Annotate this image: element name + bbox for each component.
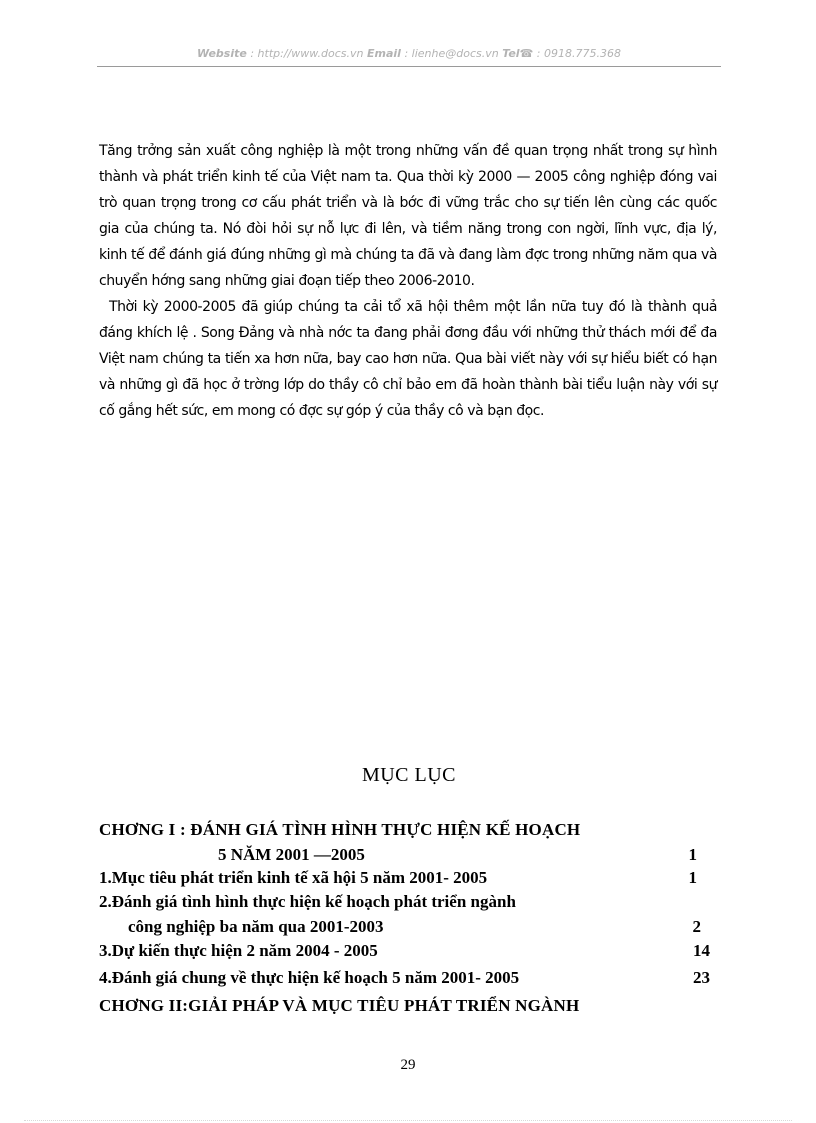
toc-item-2-title-line1: 2.Đánh giá tình hình thực hiện kế hoạch phát triển ngành (99, 892, 516, 911)
page-header (97, 47, 721, 60)
toc-item-1-title: 1.Mục tiêu phát triển kinh tế xã hội 5 năm 2001- 2005 (99, 868, 488, 887)
footer-divider (24, 1120, 792, 1121)
tel-label: Tel (502, 47, 520, 60)
toc-item-4-page: 23 (693, 968, 710, 987)
page-number: 29 (400, 1057, 416, 1073)
toc-chapter-1-title: CHƠNG I : ĐÁNH GIÁ TÌNH HÌNH THỰC HIỆN KẾ HOẠCH (99, 820, 581, 839)
telephone-icon: ☎ (519, 47, 534, 60)
toc-chapter-2-title: CHƠNG II:GIẢI PHÁP VÀ MỤC TIÊU PHÁT TRIỂN NGÀNH (99, 996, 580, 1015)
toc-chapter-1-subtitle-row (99, 843, 715, 867)
header-divider (97, 66, 721, 67)
toc-item-4-title: 4.Đánh giá chung về thực hiện kế hoạch 5 năm 2001- 2005 (99, 968, 520, 987)
toc-item-2-title-line2: công nghiệp ba năm qua 2001-2003 (128, 917, 384, 936)
toc-title: MỤC LỤC (361, 764, 457, 786)
tel-value: : 0918.775.368 (533, 47, 621, 60)
toc-item-1 (99, 866, 715, 890)
website-value: : http://www.docs.vn (246, 47, 368, 60)
toc-item-1-page: 1 (688, 868, 697, 887)
toc-chapter-1-subtitle: 5 NĂM 2001 —2005 (218, 845, 365, 864)
email-label: Email (367, 47, 401, 60)
toc-item-2-page: 2 (692, 917, 701, 936)
toc-chapter-2 (99, 994, 715, 1018)
email-value: : lienhe@docs.vn (400, 47, 503, 60)
toc-item-2-cont (99, 915, 715, 939)
website-label: Website (197, 47, 247, 60)
toc-item-3-title: 3.Dự kiến thực hiện 2 năm 2004 - 2005 (99, 941, 378, 960)
intro-paragraph-1: Tăng trởng sản xuất công nghiệp là một trong những vấn đề quan trọng nhất trong sự hình thành và phát triển kinh tế của Việt nam ta. Qua thời kỳ 2000 — 2005 công nghiệp đóng vai trò quan trọng trong cơ cấu phát triển và là bớc đi vững trắc cho sự tiến lên cùng các quốc gia của chúng ta. Nó đòi hỏi sự nỗ lực đi lên, và tiềm năng trong con ngời, lĩnh vực, địa lý, kinh tế để đánh giá đúng những gì mà chúng ta đã và đang làm đợc trong những năm qua và chuyển hớng sang những giai đoạn tiếp theo 2006-2010. (99, 143, 717, 289)
toc-item-3 (99, 939, 715, 963)
toc-item-3-page: 14 (693, 941, 710, 960)
toc-item-2 (99, 890, 715, 914)
intro-paragraph-2: Thời kỳ 2000-2005 đã giúp chúng ta cải tổ xã hội thêm một lần nữa tuy đó là thành quả đáng khích lệ . Song Đảng và nhà nớc ta đang phải đơng đầu với những thử thách mới để đa Việt nam chúng ta tiến xa hơn nữa, bay cao hơn nữa. Qua bài viết này với sự hiểu biết có hạn và những gì đã học ở trờng lớp do thầy cô chỉ bảo em đã hoàn thành bài tiểu luận này với sự cố gắng hết sức, em mong có đợc sự góp ý của thầy cô và bạn đọc. (99, 299, 717, 419)
toc-chapter-1 (99, 818, 715, 842)
toc-chapter-1-page: 1 (688, 845, 697, 864)
introduction-text (99, 138, 717, 424)
toc-item-4 (99, 966, 715, 990)
